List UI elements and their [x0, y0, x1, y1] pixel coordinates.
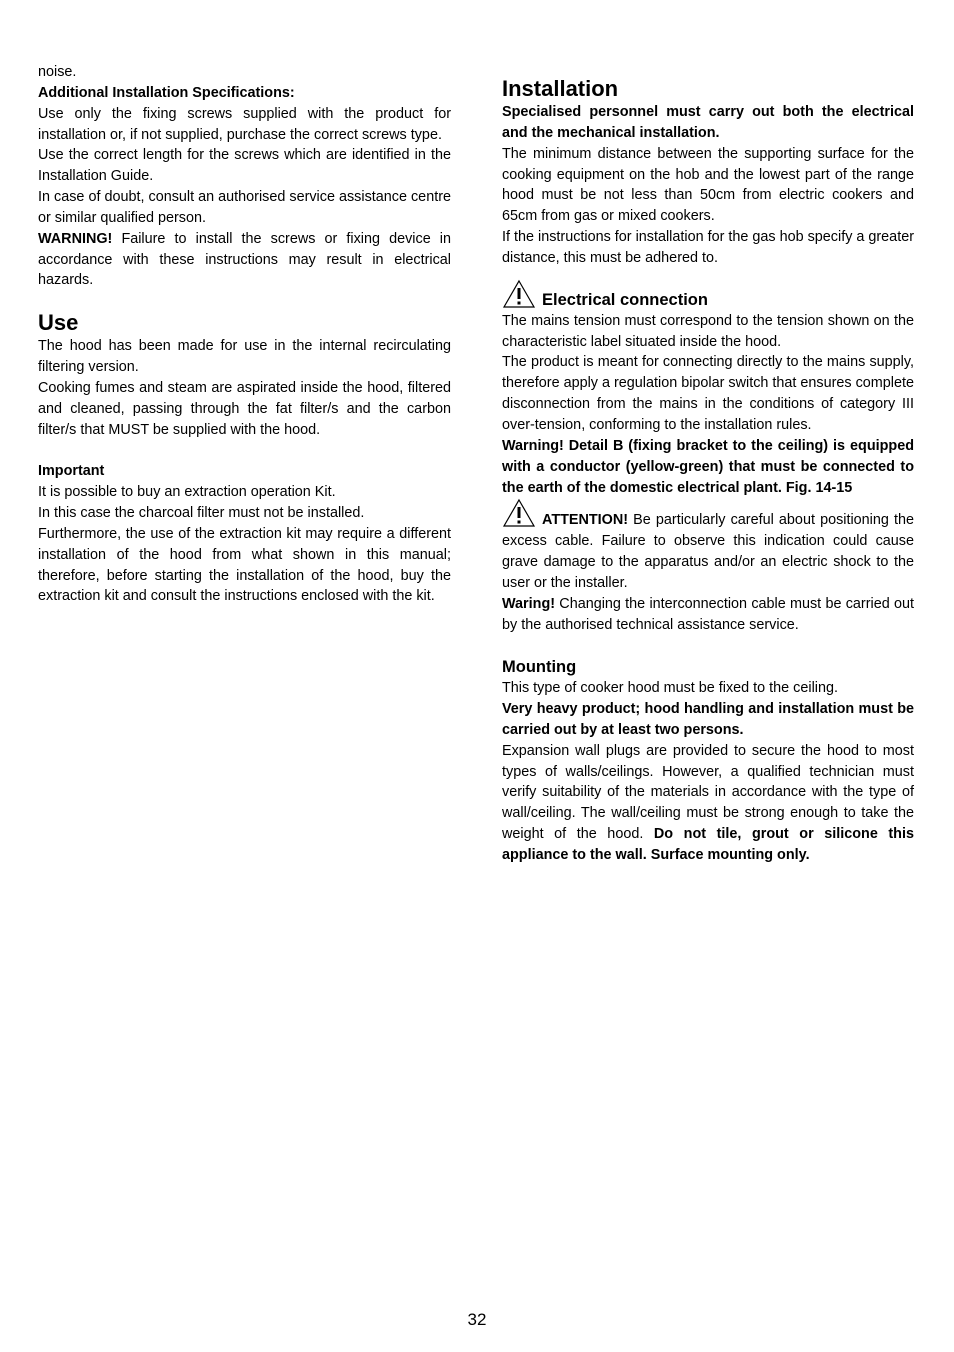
paragraph-specialised-personnel: Specialised personnel must carry out both the electrical and the mechanical installation. — [502, 104, 914, 141]
paragraph-bipolar-switch: The product is meant for connecting directly to the mains supply, therefore apply a regulation bipolar switch that ensures complete disconnection from the mains in the conditions of category III over-tension, conforming to the installation rules. — [502, 354, 914, 433]
paragraph-fixing-screws: Use only the fixing screws supplied with the product for installation or, if not supplied, purchase the correct screws type. — [38, 105, 451, 143]
paragraph-doubt: In case of doubt, consult an authorised service assistance centre or similar qualified person. — [38, 189, 451, 226]
paragraph-extraction-kit: It is possible to buy an extraction operation Kit. — [38, 484, 336, 501]
paragraph-cable-change — [502, 594, 914, 636]
warning-text: Failure to install the screws or fixing device in accordance with these instructions may result in electrical hazards. — [38, 230, 451, 289]
paragraph-charcoal-filter: In this case the charcoal filter must not be installed. — [38, 505, 365, 522]
warning-triangle-icon — [502, 279, 536, 309]
attention-text: Be particularly careful about positioning the excess cable. Failure to observe this indication could cause grave damage to the apparatus and/or an electric shock to the user or the installer. — [502, 512, 914, 591]
attention-label: ATTENTION! — [542, 512, 629, 529]
surface-mounting-text: Do not tile, grout or silicone this appliance to the wall. Surface mounting only. — [502, 826, 914, 863]
additional-specifications-heading: Additional Installation Specifications: — [38, 84, 295, 101]
mounting-heading: Mounting — [502, 658, 577, 677]
wall-plugs-text: Expansion wall plugs are provided to secure the hood to most types of walls/ceilings. However, a qualified technician must verify suitability of the materials in accordance with the type of wall/ceiling. The wall/ceiling must be strong enough to take the weight of the hood. — [502, 742, 914, 843]
installation-heading: Installation — [502, 76, 619, 101]
important-heading: Important — [38, 463, 105, 480]
paragraph-gas-hob: If the instructions for installation for the gas hob specify a greater distance, this must be adhered to. — [502, 229, 914, 266]
use-heading: Use — [38, 310, 79, 336]
paragraph-ceiling-fix: This type of cooker hood must be fixed to the ceiling. — [502, 680, 838, 697]
waring-text: Changing the interconnection cable must be carried out by the authorised technical assistance service. — [502, 595, 914, 633]
left-column — [38, 62, 451, 607]
paragraph-wall-plugs — [502, 741, 914, 866]
paragraph-mains-tension: The mains tension must correspond to the tension shown on the characteristic label situated inside the hood. — [502, 312, 914, 350]
paragraph-heavy-product: Very heavy product; hood handling and installation must be carried out by at least two persons. — [502, 701, 914, 738]
paragraph-screw-length: Use the correct length for the screws which are identified in the Installation Guide. — [38, 147, 451, 185]
waring-label: Waring! — [502, 595, 556, 612]
paragraph-use-fumes: Cooking fumes and steam are aspirated inside the hood, filtered and cleaned, passing through the fat filter/s and the carbon filter/s that MUST be supplied with the hood. — [38, 379, 451, 438]
paragraph-minimum-distance: The minimum distance between the supporting surface for the cooking equipment on the hob and the lowest part of the range hood must be not less than 50cm from electric cookers and 65cm from gas or mixed cookers. — [502, 145, 914, 225]
paragraph-furthermore: Furthermore, the use of the extraction kit may require a different installation of the hood from what shown in this manual; therefore, before starting the installation of the hood, buy the extraction kit and consult the instructions enclosed with the kit. — [38, 525, 451, 605]
right-column — [502, 76, 914, 866]
paragraph-warning — [38, 229, 451, 292]
paragraph-detail-b-warning: Warning! Detail B (fixing bracket to the ceiling) is equipped with a conductor (yellow-green) that must be connected to the earth of the domestic electrical plant. Fig. 14-15 — [502, 437, 914, 496]
paragraph-noise: noise. — [38, 64, 77, 80]
warning-triangle-icon — [502, 498, 536, 528]
paragraph-use-recirculating: The hood has been made for use in the internal recirculating filtering version. — [38, 338, 451, 376]
page-number: 32 — [467, 1310, 487, 1329]
electrical-connection-title: Electrical connection — [542, 290, 708, 309]
paragraph-attention — [502, 498, 914, 593]
warning-label: WARNING! — [38, 230, 113, 247]
electrical-connection-heading — [502, 279, 914, 311]
